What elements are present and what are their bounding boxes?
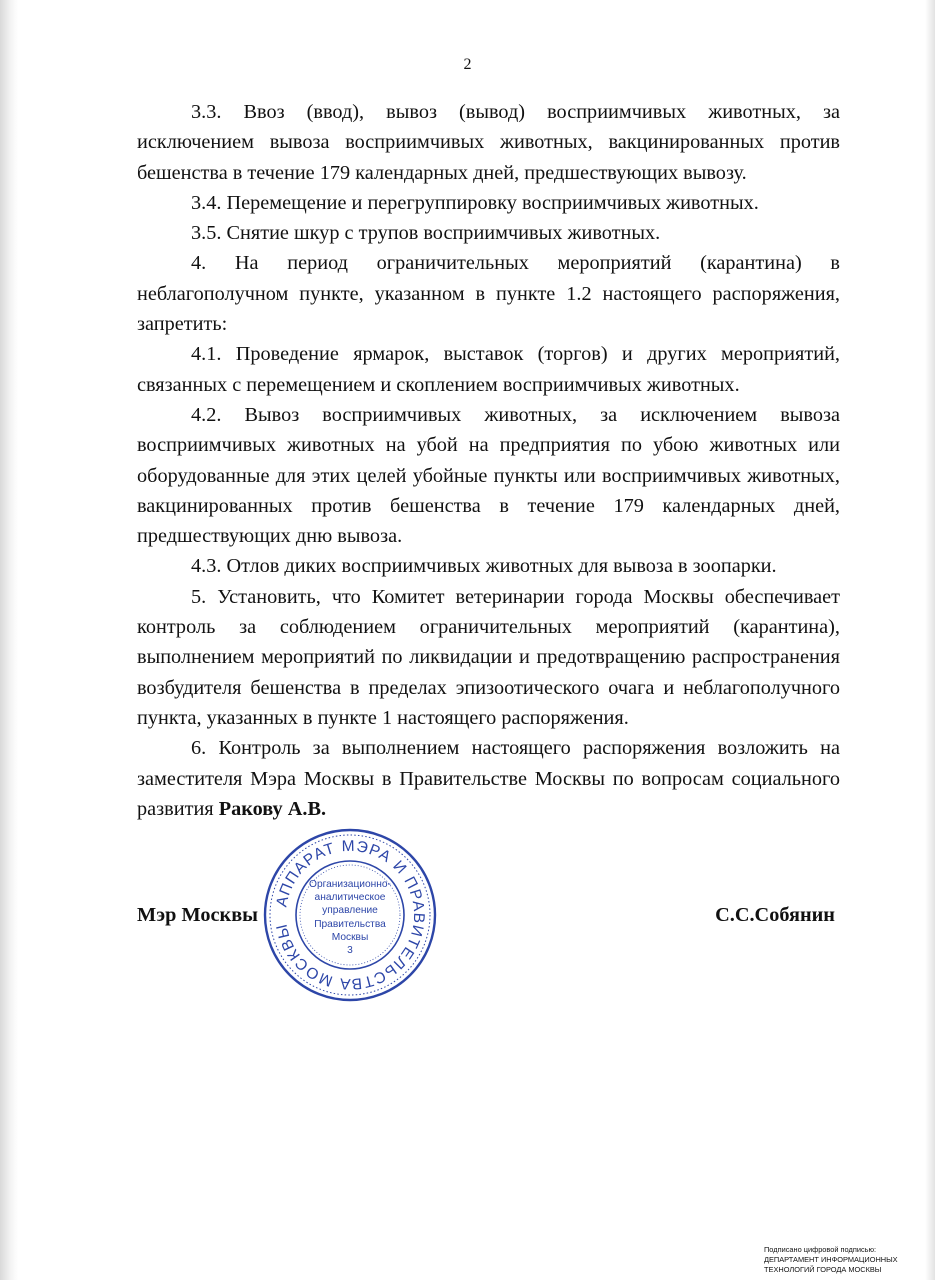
paragraph-5: 5. Установить, что Комитет ветеринарии города Москвы обеспечивает контроль за соблюдением ограничительных мероприятий (карантина), выполнением мероприятий по ликвидации и предотвращению распространения возбудителя бешенства в пределах эпизоотического очага и неблагополучного пункта, указанных в пункте 1 настоящего распоряжения. [137, 585, 840, 729]
page-edge-shadow-left [0, 0, 18, 1280]
stamp-ring-text: АППАРАТ МЭРА И ПРАВИТЕЛЬСТВА МОСКВЫ [273, 837, 428, 993]
paragraph-4-3: 4.3. Отлов диких восприимчивых животных для вывоза в зоопарки. [191, 555, 777, 578]
signatory-title: Мэр Москвы [137, 904, 258, 926]
page-edge-shadow-right [925, 0, 935, 1280]
digital-signature-line-1: Подписано цифровой подписью: [764, 1245, 877, 1254]
paragraph-6-text: 6. Контроль за выполнением настоящего распоряжения возложить на заместителя Мэра Москвы в Правительстве Москвы по вопросам социального развития [137, 737, 840, 820]
stamp-line-4: Правительства [314, 918, 386, 930]
signatory-name: С.С.Собянин [715, 904, 835, 926]
responsible-person-name: Ракову А.В. [218, 797, 327, 820]
paragraph-3-5: 3.5. Снятие шкур с трупов восприимчивых животных. [191, 222, 661, 245]
stamp-line-6: 3 [347, 945, 353, 957]
stamp-line-2: аналитическое [314, 892, 386, 904]
document-body [137, 97, 840, 824]
digital-signature-line-2: ДЕПАРТАМЕНТ ИНФОРМАЦИОННЫХ [764, 1255, 898, 1264]
stamp-center-text [300, 878, 400, 957]
digital-signature-line-3: ТЕХНОЛОГИЙ ГОРОДА МОСКВЫ [764, 1265, 882, 1274]
stamp-line-3: управление [322, 905, 378, 917]
paragraph-4-1: 4.1. Проведение ярмарок, выставок (торгов) и других мероприятий, связанных с перемещением и скоплением восприимчивых животных. [137, 343, 840, 396]
digital-signature-note [764, 1245, 929, 1275]
paragraph-3-4: 3.4. Перемещение и перегруппировку восприимчивых животных. [191, 191, 759, 214]
stamp-line-5: Москвы [331, 931, 369, 943]
paragraph-3-3: 3.3. Ввоз (ввод), вывоз (вывод) восприимчивых животных, за исключением вывоза восприимчивых животных, вакцинированных против бешенства в течение 179 календарных дней, предшествующих вывозу. [137, 101, 840, 184]
page-number: 2 [463, 56, 472, 73]
paragraph-6 [137, 733, 840, 824]
stamp-line-1: Организационно- [309, 879, 391, 890]
paragraph-4-2: 4.2. Вывоз восприимчивых животных, за исключением вывоза восприимчивых животных на убой на предприятия по убою животных или оборудованные для этих целей убойные пункты или восприимчивых животных, вакцинированных против бешенства в течение 179 календарных дней, предшествующих дню вывоза. [137, 403, 840, 548]
paragraph-4: 4. На период ограничительных мероприятий (карантина) в неблагополучном пункте, указанном в пункте 1.2 настоящего распоряжения, запретить: [137, 252, 840, 336]
